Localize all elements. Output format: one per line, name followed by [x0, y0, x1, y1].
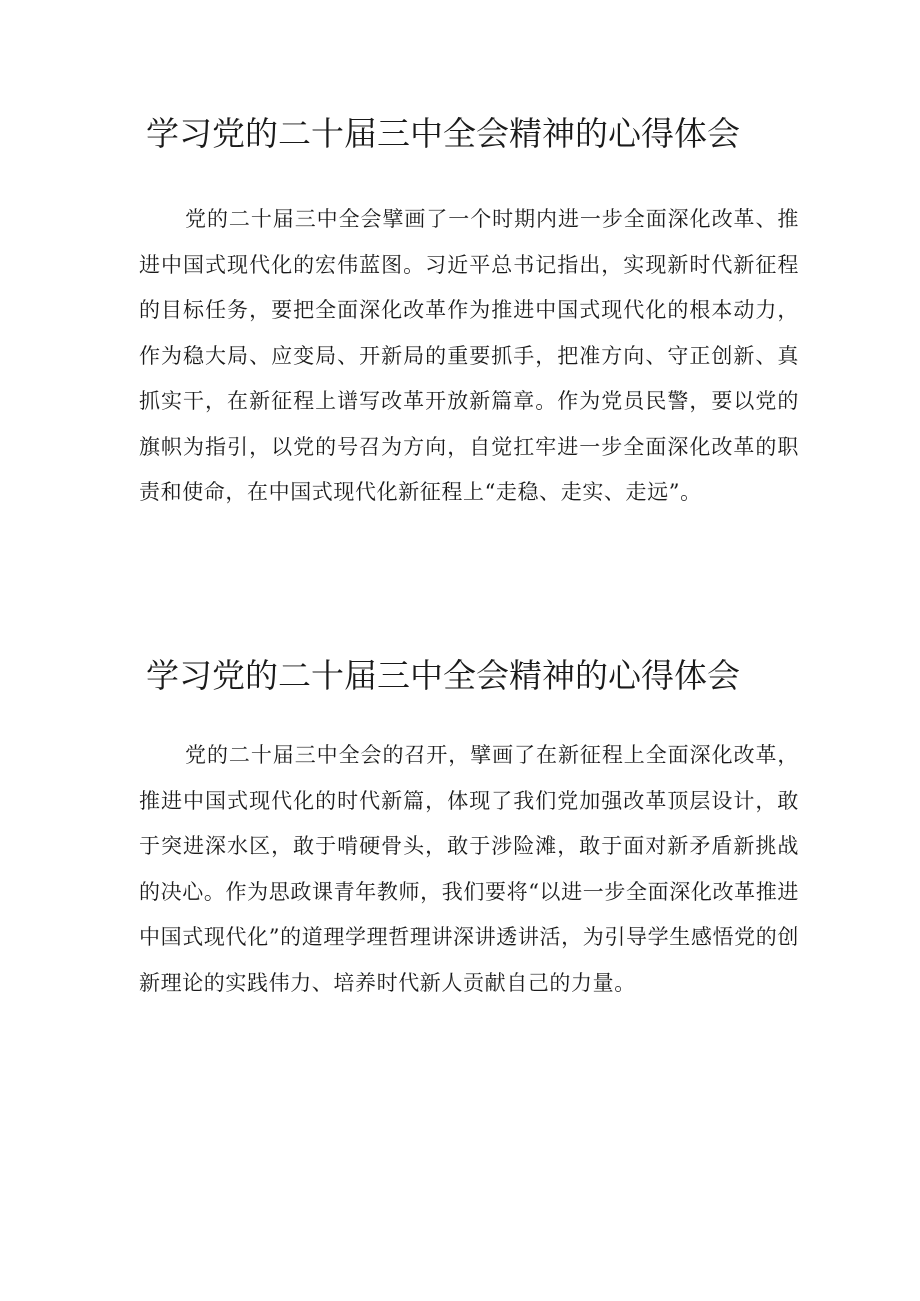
article-title-1: 学习党的二十届三中全会精神的心得体会 [146, 114, 740, 153]
article-title-2: 学习党的二十届三中全会精神的心得体会 [146, 656, 740, 695]
article-section-2 [0, 652, 920, 995]
article-paragraph-1: 党的二十届三中全会擘画了一个时期内进一步全面深化改革、推进中国式现代化的宏伟蓝图。习近平总书记指出，实现新时代新征程的目标任务，要把全面深化改革作为推进中国式现代化的根本动力，作为稳大局、应变局、开新局的重要抓手，把准方向、守正创新、真抓实干，在新征程上谱写改革开放新篇章。作为党员民警，要以党的旗帜为指引，以党的号召为方向，自觉扛牢进一步全面深化改革的职责和使命，在中国式现代化新征程上“走稳、走实、走远”。 [139, 207, 799, 504]
article-section-1 [0, 110, 920, 504]
article-paragraph-2: 党的二十届三中全会的召开，擘画了在新征程上全面深化改革，推进中国式现代化的时代新篇，体现了我们党加强改革顶层设计，敢于突进深水区，敢于啃硬骨头，敢于涉险滩，敢于面对新矛盾新挑战的决心。作为思政课青年教师，我们要将“以进一步全面深化改革推进中国式现代化”的道理学理哲理讲深讲透讲活，为引导学生感悟党的创新理论的实践伟力、培养时代新人贡献自己的力量。 [139, 743, 799, 995]
